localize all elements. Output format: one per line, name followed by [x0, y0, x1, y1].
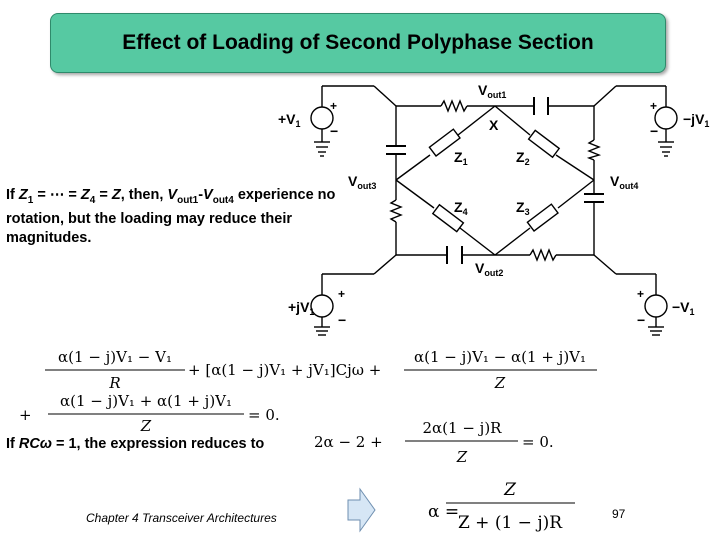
src-br-plus: + [637, 287, 645, 301]
src-bl-minus: − [338, 312, 347, 328]
eq2-end: = 0. [248, 406, 280, 424]
source-bottom-right [645, 295, 667, 317]
src-tr-label: $-jV_1$ [683, 111, 710, 129]
eq1-den2: Z [494, 374, 506, 392]
vout1-label: $V_{out1}$ [478, 82, 507, 100]
page-number: 97 [612, 507, 626, 521]
impedance-z3 [527, 204, 558, 231]
z2-label: $Z_2$ [516, 149, 530, 167]
resistor-bottom [530, 250, 556, 260]
src-tr-plus: + [650, 99, 658, 113]
ground-symbol [648, 317, 664, 335]
condition-text: If RCω = 1, the expression reduces to [6, 436, 265, 452]
src-tr-minus: − [650, 123, 659, 139]
slide-title: Effect of Loading of Second Polyphase Section [122, 31, 594, 54]
src-bl-label: $+jV_1$ [288, 299, 315, 317]
ground-symbol [314, 129, 330, 156]
eq3-num: 2α(1 − j)R [422, 419, 502, 437]
source-top-right [655, 107, 677, 129]
eq4-left: α = [428, 502, 460, 522]
vout2-label: $V_{out2}$ [475, 260, 504, 278]
implies-arrow-icon [348, 489, 375, 531]
capacitor-bottom [447, 246, 462, 264]
src-tl-plus: + [330, 99, 338, 113]
eq2-plus: + [19, 406, 32, 424]
ground-symbol [314, 317, 330, 335]
src-br-minus: − [637, 312, 646, 328]
z1-label: $Z_1$ [454, 149, 468, 167]
eq2-num: α(1 − j)V₁ + α(1 + j)V₁ [59, 392, 233, 410]
eq4-num: Z [504, 480, 516, 500]
eq1-num2: α(1 − j)V₁ − α(1 + j)V₁ [413, 348, 587, 366]
resistor-top [441, 101, 467, 111]
loading-note: If $Z_1$ = ⋯ = $Z_4 = Z$, then, $V_{out1}-V_{out4}$ experience no rotation, but the loading may reduce their magnitudes. [6, 187, 336, 246]
resistor-right [589, 140, 599, 160]
capacitor-top [534, 97, 548, 115]
capacitor-right [584, 194, 604, 202]
src-tl-label: $+V_1$ [278, 111, 301, 129]
footer-chapter: Chapter 4 Transceiver Architectures [86, 511, 277, 525]
eq1-den1: R [109, 374, 121, 392]
eq1-num1: α(1 − j)V₁ − V₁ [58, 348, 172, 366]
impedance-z2 [529, 130, 560, 157]
eq3-end: = 0. [522, 433, 554, 451]
src-bl-plus: + [338, 287, 346, 301]
eq3-left: 2α − 2 + [314, 433, 383, 451]
node-x-label: X [489, 117, 499, 133]
vout4-label: $V_{out4}$ [610, 173, 639, 191]
ground-symbol [658, 129, 674, 156]
src-tl-minus: − [330, 123, 339, 139]
eq4-den: Z + (1 − j)R [457, 513, 563, 533]
eq1-middle: + [α(1 − j)V₁ + jV₁]Cjω + [188, 361, 382, 379]
z4-label: $Z_4$ [454, 199, 468, 217]
z3-label: $Z_3$ [516, 199, 530, 217]
eq2-den: Z [140, 417, 152, 435]
src-br-label: $-V_1$ [672, 299, 695, 317]
eq3-den: Z [456, 448, 468, 466]
capacitor-left [386, 146, 406, 154]
resistor-left [391, 200, 401, 222]
vout3-label: $V_{out3}$ [348, 173, 377, 191]
